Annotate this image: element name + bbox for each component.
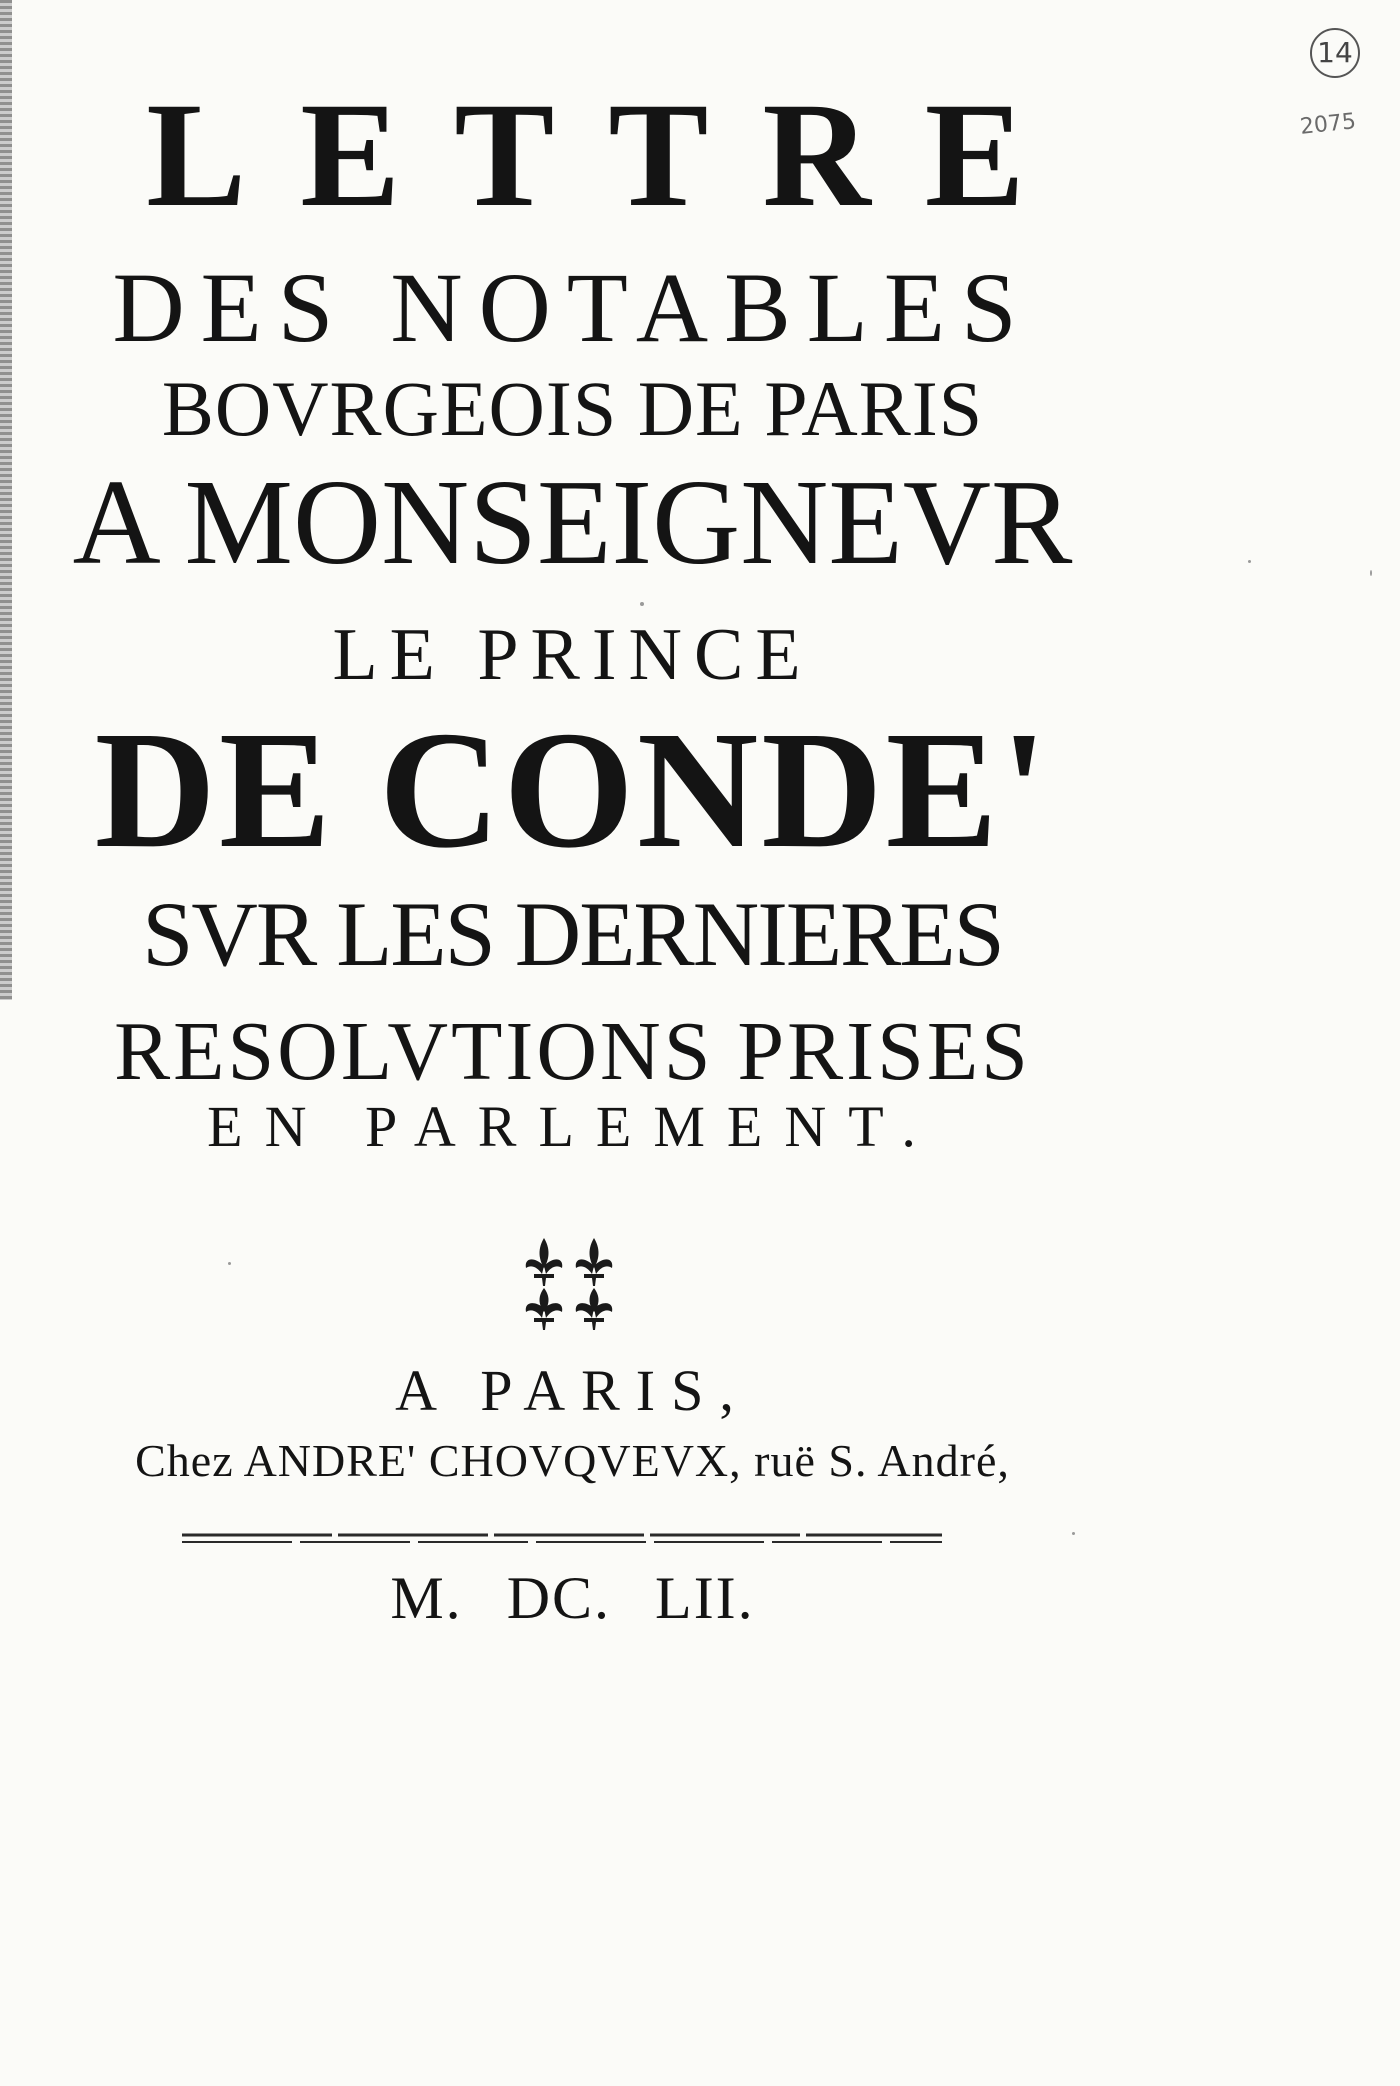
fleur-de-lis-ornament-icon bbox=[514, 1234, 624, 1334]
imprint-year bbox=[0, 1565, 1145, 1631]
year-part: M. bbox=[390, 1565, 463, 1631]
title-line-en-parlement: EN PARLEMENT. bbox=[207, 1094, 938, 1159]
print-speck bbox=[640, 602, 644, 606]
imprint-printer: Chez ANDRE' CHOVQVEVX, ruë S. André, bbox=[135, 1435, 1010, 1486]
title-line-sur-les-dernieres: SVR LES DERNIERES bbox=[142, 883, 1003, 985]
title-line-le-prince: LE PRINCE bbox=[332, 614, 813, 696]
print-speck bbox=[1248, 560, 1251, 563]
title-line-bourgeois: BOVRGEOIS DE PARIS bbox=[161, 365, 984, 452]
print-speck bbox=[1072, 1532, 1075, 1535]
title-line-monseigneur: A MONSEIGNEVR bbox=[72, 455, 1073, 590]
title-line-resolutions: RESOLVTIONS PRISES bbox=[114, 1005, 1031, 1098]
title-line-des-notables: DES NOTABLES bbox=[112, 252, 1033, 363]
title-line-de-conde: DE CONDE' bbox=[94, 697, 1051, 883]
print-speck bbox=[1370, 570, 1372, 576]
year-part: LII. bbox=[655, 1565, 755, 1631]
catalog-number: 2075 bbox=[1298, 109, 1358, 140]
double-rule-divider bbox=[182, 1530, 942, 1548]
year-part: DC. bbox=[506, 1565, 612, 1631]
imprint-place: A PARIS, bbox=[395, 1358, 750, 1423]
shelfmark-stamp: 14 bbox=[1310, 28, 1360, 78]
title-line-lettre: LETTRE bbox=[146, 72, 1079, 238]
print-speck bbox=[228, 1262, 231, 1265]
